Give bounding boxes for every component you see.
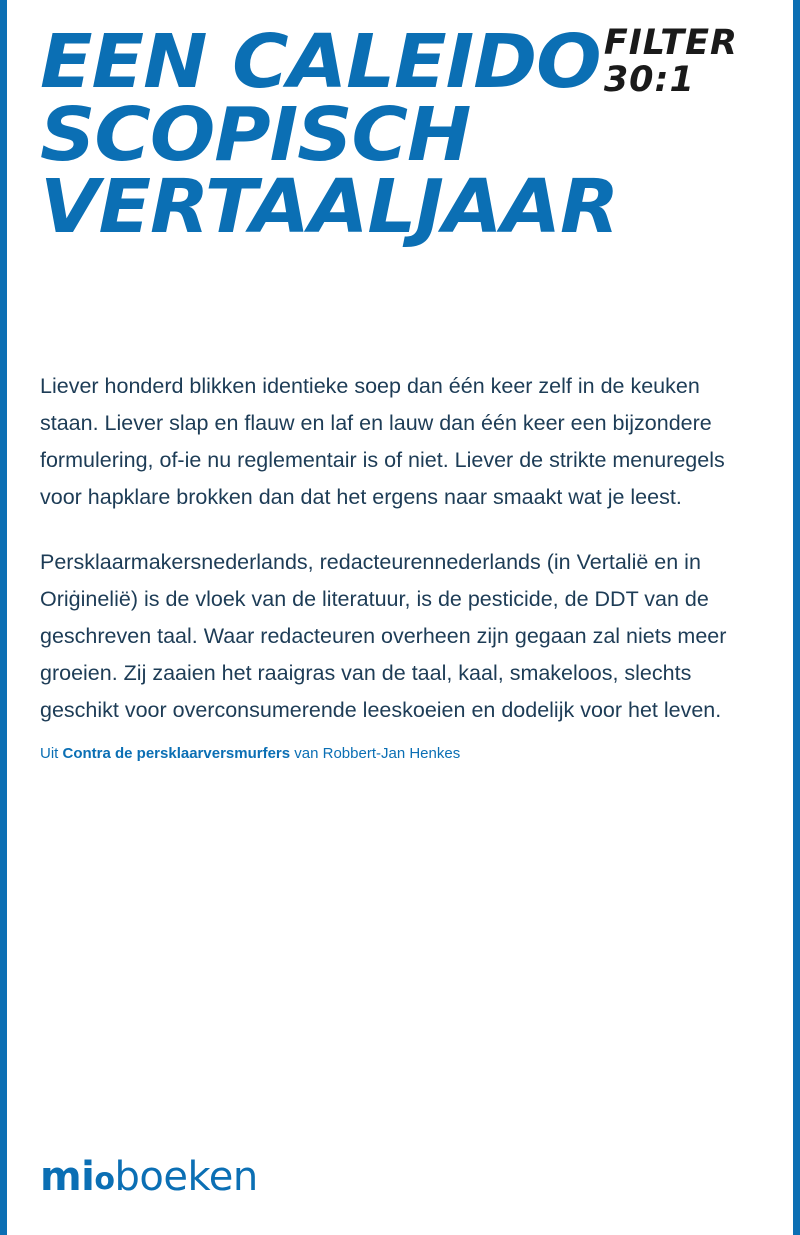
title-line-2: SCOPISCH: [40, 91, 471, 178]
source-attribution: [40, 743, 760, 764]
journal-issue: 30:1: [603, 60, 695, 100]
publisher-logo: [40, 1154, 258, 1200]
title-line-1: EEN CALEIDO: [40, 19, 601, 105]
paragraph-2: Persklaarmakersnederlands, redacteurennederlands (in Vertalië en in Oriġinelië) is de vloek van de literatuur, is de pesticide, de DDT van de geschreven taal. Waar redacteuren overheen zijn gegaan zal niets meer groeien. Zij zaaien het raaigras van de taal, kaal, smakeloos, slechts geschikt voor overconsumerende leeskoeien en dodelijk voor het leven.: [40, 549, 727, 722]
logo-mi-text: mi: [40, 1154, 95, 1200]
logo-mark-secondary: boeken: [114, 1154, 258, 1200]
title-line-3: VERTAALJAAR: [40, 164, 619, 251]
source-suffix: van Robbert-Jan Henkes: [290, 744, 461, 762]
source-title: Contra de persklaarversmurfers: [62, 744, 291, 762]
logo-mark-primary: [40, 1154, 115, 1200]
cover-header: [40, 0, 760, 316]
publisher-footer: [40, 1154, 258, 1200]
journal-mark: [603, 23, 738, 100]
logo-o-text: o: [94, 1162, 115, 1197]
journal-name: FILTER: [603, 23, 738, 63]
page-content: [7, 0, 793, 1235]
body-copy: [40, 368, 758, 729]
paragraph-1: Liever honderd blikken identieke soep dan één keer zelf in de keuken staan. Liever slap en flauw en laf en lauw dan één keer een bijzondere formulering, of-ie nu reglementair is of niet. Liever de strikte menuregels voor hapklare brokken dan dat het ergens naar smaakt wat je leest.: [40, 374, 725, 509]
source-prefix: Uit: [40, 744, 63, 762]
